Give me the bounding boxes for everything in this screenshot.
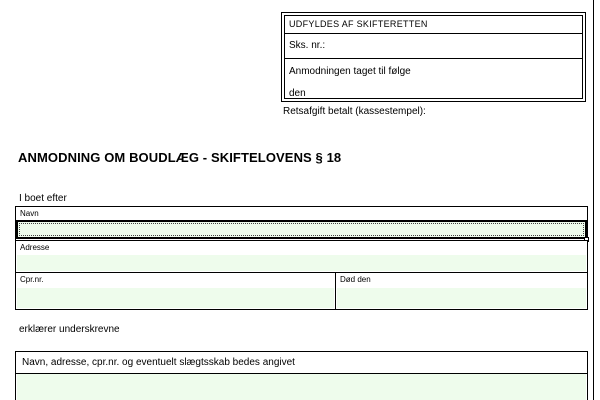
adresse-label: Adresse bbox=[20, 243, 50, 252]
underskrevne-divider bbox=[16, 373, 587, 374]
underskrevne-field-label: Navn, adresse, cpr.nr. og eventuelt slægtsskab bedes angivet bbox=[22, 357, 295, 368]
anmodning-taget-label: Anmodningen taget til følge bbox=[289, 66, 411, 77]
den-label: den bbox=[289, 88, 306, 99]
underskrevne-input[interactable] bbox=[17, 373, 586, 400]
page-title: ANMODNING OM BOUDLÆG - SKIFTELOVENS § 18 bbox=[18, 150, 342, 165]
adresse-input[interactable] bbox=[17, 255, 586, 271]
boet-intro-label: I boet efter bbox=[19, 193, 67, 204]
navn-input[interactable] bbox=[16, 220, 587, 239]
page-edge bbox=[593, 0, 594, 400]
navn-label: Navn bbox=[20, 209, 39, 218]
underskrevne-intro-label: erklærer underskrevne bbox=[19, 324, 120, 335]
court-use-box bbox=[281, 12, 586, 102]
underskrevne-box bbox=[15, 351, 588, 400]
cpr-label: Cpr.nr. bbox=[20, 275, 44, 284]
sks-nr-label: Sks. nr.: bbox=[289, 40, 326, 51]
dod-label: Død den bbox=[340, 275, 371, 284]
cpr-input[interactable] bbox=[17, 288, 334, 308]
court-use-box-inner bbox=[284, 15, 583, 99]
sks-nr-field bbox=[285, 34, 582, 59]
cpr-box bbox=[15, 272, 336, 310]
dod-box bbox=[335, 272, 588, 310]
court-box-header: UDFYLDES AF SKIFTERETTEN bbox=[285, 16, 582, 34]
navn-input-focus-ring bbox=[19, 223, 584, 236]
dod-input[interactable] bbox=[337, 288, 586, 308]
adresse-box bbox=[15, 240, 588, 273]
retsafgift-label: Retsafgift betalt (kassestempel): bbox=[283, 106, 426, 117]
